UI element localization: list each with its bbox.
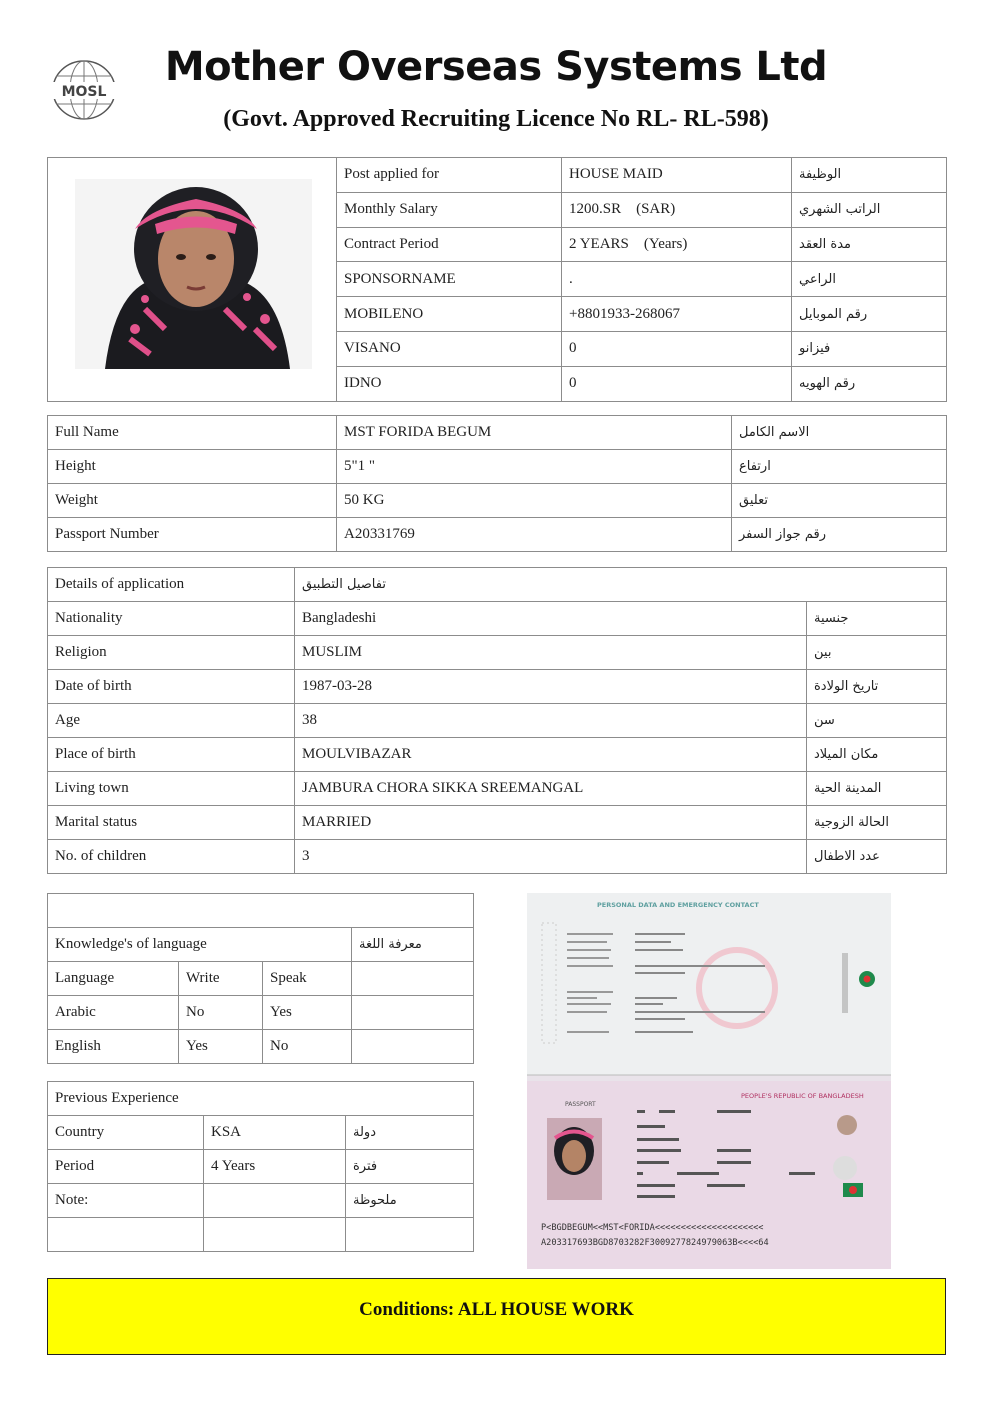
language-blank-row xyxy=(48,894,474,928)
conditions-box xyxy=(47,1278,946,1355)
language-write: No xyxy=(179,996,263,1030)
language-write: Yes xyxy=(179,1030,263,1064)
height-value: 5"1 " xyxy=(337,450,732,484)
weight-value: 50 KG xyxy=(337,484,732,518)
table-row xyxy=(48,996,474,1030)
period-value: 4 Years xyxy=(204,1150,346,1184)
language-speak: Yes xyxy=(263,996,352,1030)
table-row xyxy=(48,484,947,518)
table-row xyxy=(48,450,947,484)
empty-cell xyxy=(352,1030,474,1064)
children-arabic: عدد الاطفال xyxy=(807,840,947,874)
sponsor-label: SPONSORNAME xyxy=(337,262,562,297)
table-row xyxy=(48,636,947,670)
personal-table xyxy=(47,415,947,552)
details-header-arabic: تفاصيل التطبيق xyxy=(295,568,947,602)
period-label: Period xyxy=(48,1150,204,1184)
contract-label: Contract Period xyxy=(337,227,562,262)
table-row xyxy=(48,1218,474,1252)
sponsor-arabic: الراعي xyxy=(792,262,947,297)
town-label: Living town xyxy=(48,772,295,806)
mobile-label: MOBILENO xyxy=(337,297,562,332)
mobile-value: +8801933-268067 xyxy=(562,297,792,332)
empty-cell xyxy=(352,996,474,1030)
period-arabic: فترة xyxy=(346,1150,474,1184)
table-row xyxy=(48,568,947,602)
conditions-text: Conditions: ALL HOUSE WORK xyxy=(359,1299,634,1320)
language-name: English xyxy=(48,1030,179,1064)
pob-value: MOULVIBAZAR xyxy=(295,738,807,772)
table-row xyxy=(48,518,947,552)
language-title-arabic: معرفة اللغة xyxy=(352,928,474,962)
applicant-photo xyxy=(75,179,312,369)
country-label: Country xyxy=(48,1116,204,1150)
table-row xyxy=(48,772,947,806)
company-name: Mother Overseas Systems Ltd xyxy=(164,44,828,90)
religion-label: Religion xyxy=(48,636,295,670)
religion-arabic: بين xyxy=(807,636,947,670)
table-row xyxy=(48,1150,474,1184)
contract-arabic: مدة العقد xyxy=(792,227,947,262)
table-row xyxy=(48,158,947,193)
post-value: HOUSE MAID xyxy=(562,158,792,193)
experience-title: Previous Experience xyxy=(48,1082,474,1116)
height-label: Height xyxy=(48,450,337,484)
passport-word: PASSPORT xyxy=(565,1101,596,1108)
religion-value: MUSLIM xyxy=(295,636,807,670)
language-speak: No xyxy=(263,1030,352,1064)
passport-label: Passport Number xyxy=(48,518,337,552)
country-header: PEOPLE'S REPUBLIC OF BANGLADESH xyxy=(741,1092,864,1100)
mobile-arabic: رقم الموبايل xyxy=(792,297,947,332)
age-label: Age xyxy=(48,704,295,738)
col-speak: Speak xyxy=(263,962,352,996)
empty-cell xyxy=(346,1218,474,1252)
nationality-value: Bangladeshi xyxy=(295,602,807,636)
post-label: Post applied for xyxy=(337,158,562,193)
fullname-label: Full Name xyxy=(48,416,337,450)
id-arabic: رقم الهويه xyxy=(792,366,947,401)
table-row xyxy=(48,1082,474,1116)
id-value: 0 xyxy=(562,366,792,401)
dob-value: 1987-03-28 xyxy=(295,670,807,704)
table-row xyxy=(48,840,947,874)
licence-line: (Govt. Approved Recruiting Licence No RL- RL-598) xyxy=(223,106,769,132)
salary-label: Monthly Salary xyxy=(337,192,562,227)
table-row xyxy=(48,894,474,928)
weight-arabic: تعليق xyxy=(732,484,947,518)
photo-cell xyxy=(48,158,337,402)
pob-arabic: مكان الميلاد xyxy=(807,738,947,772)
town-value: JAMBURA CHORA SIKKA SREEMANGAL xyxy=(295,772,807,806)
logo-text: MOSL xyxy=(61,84,107,100)
country-value: KSA xyxy=(204,1116,346,1150)
id-label: IDNO xyxy=(337,366,562,401)
col-write: Write xyxy=(179,962,263,996)
nationality-arabic: جنسية xyxy=(807,602,947,636)
table-row xyxy=(48,1116,474,1150)
note-arabic: ملحوظة xyxy=(346,1184,474,1218)
marital-arabic: الحالة الزوجية xyxy=(807,806,947,840)
table-row xyxy=(48,602,947,636)
language-title: Knowledge's of language xyxy=(48,928,352,962)
country-arabic: دولة xyxy=(346,1116,474,1150)
town-arabic: المدينة الحية xyxy=(807,772,947,806)
children-value: 3 xyxy=(295,840,807,874)
marital-value: MARRIED xyxy=(295,806,807,840)
age-value: 38 xyxy=(295,704,807,738)
post-info-table xyxy=(47,157,947,402)
empty-cell xyxy=(352,962,474,996)
pob-label: Place of birth xyxy=(48,738,295,772)
nationality-label: Nationality xyxy=(48,602,295,636)
visa-arabic: فيزانو xyxy=(792,331,947,366)
table-row xyxy=(48,738,947,772)
emergency-header: PERSONAL DATA AND EMERGENCY CONTACT xyxy=(597,901,759,909)
children-label: No. of children xyxy=(48,840,295,874)
salary-value: 1200.SR (SAR) xyxy=(562,192,792,227)
mrz-line-1: P<BGDBEGUM<<MST<FORIDA<<<<<<<<<<<<<<<<<<<<< xyxy=(541,1223,764,1233)
language-table xyxy=(47,893,474,1064)
table-row xyxy=(48,416,947,450)
note-value xyxy=(204,1184,346,1218)
table-row xyxy=(48,1184,474,1218)
empty-cell xyxy=(48,1218,204,1252)
passport-value: A20331769 xyxy=(337,518,732,552)
company-logo xyxy=(50,58,118,122)
table-row xyxy=(48,670,947,704)
height-arabic: ارتفاع xyxy=(732,450,947,484)
table-row xyxy=(48,704,947,738)
details-table xyxy=(47,567,947,874)
weight-label: Weight xyxy=(48,484,337,518)
contract-value: 2 YEARS (Years) xyxy=(562,227,792,262)
marital-label: Marital status xyxy=(48,806,295,840)
details-header-label: Details of application xyxy=(48,568,295,602)
visa-value: 0 xyxy=(562,331,792,366)
post-arabic: الوظيفة xyxy=(792,158,947,193)
passport-arabic: رقم جواز السفر xyxy=(732,518,947,552)
age-arabic: سن xyxy=(807,704,947,738)
language-name: Arabic xyxy=(48,996,179,1030)
mrz-line-2: A203317693BGD8703282F3009277824979063B<<<<64 xyxy=(541,1238,769,1248)
table-row xyxy=(48,806,947,840)
dob-label: Date of birth xyxy=(48,670,295,704)
table-row xyxy=(48,928,474,962)
empty-cell xyxy=(204,1218,346,1252)
visa-label: VISANO xyxy=(337,331,562,366)
salary-arabic: الراتب الشهري xyxy=(792,192,947,227)
fullname-arabic: الاسم الكامل xyxy=(732,416,947,450)
table-row xyxy=(48,962,474,996)
table-row xyxy=(48,1030,474,1064)
note-label: Note: xyxy=(48,1184,204,1218)
passport-scan-image xyxy=(527,893,891,1269)
experience-table xyxy=(47,1081,474,1252)
col-language: Language xyxy=(48,962,179,996)
fullname-value: MST FORIDA BEGUM xyxy=(337,416,732,450)
dob-arabic: تاريخ الولادة xyxy=(807,670,947,704)
sponsor-value: . xyxy=(562,262,792,297)
